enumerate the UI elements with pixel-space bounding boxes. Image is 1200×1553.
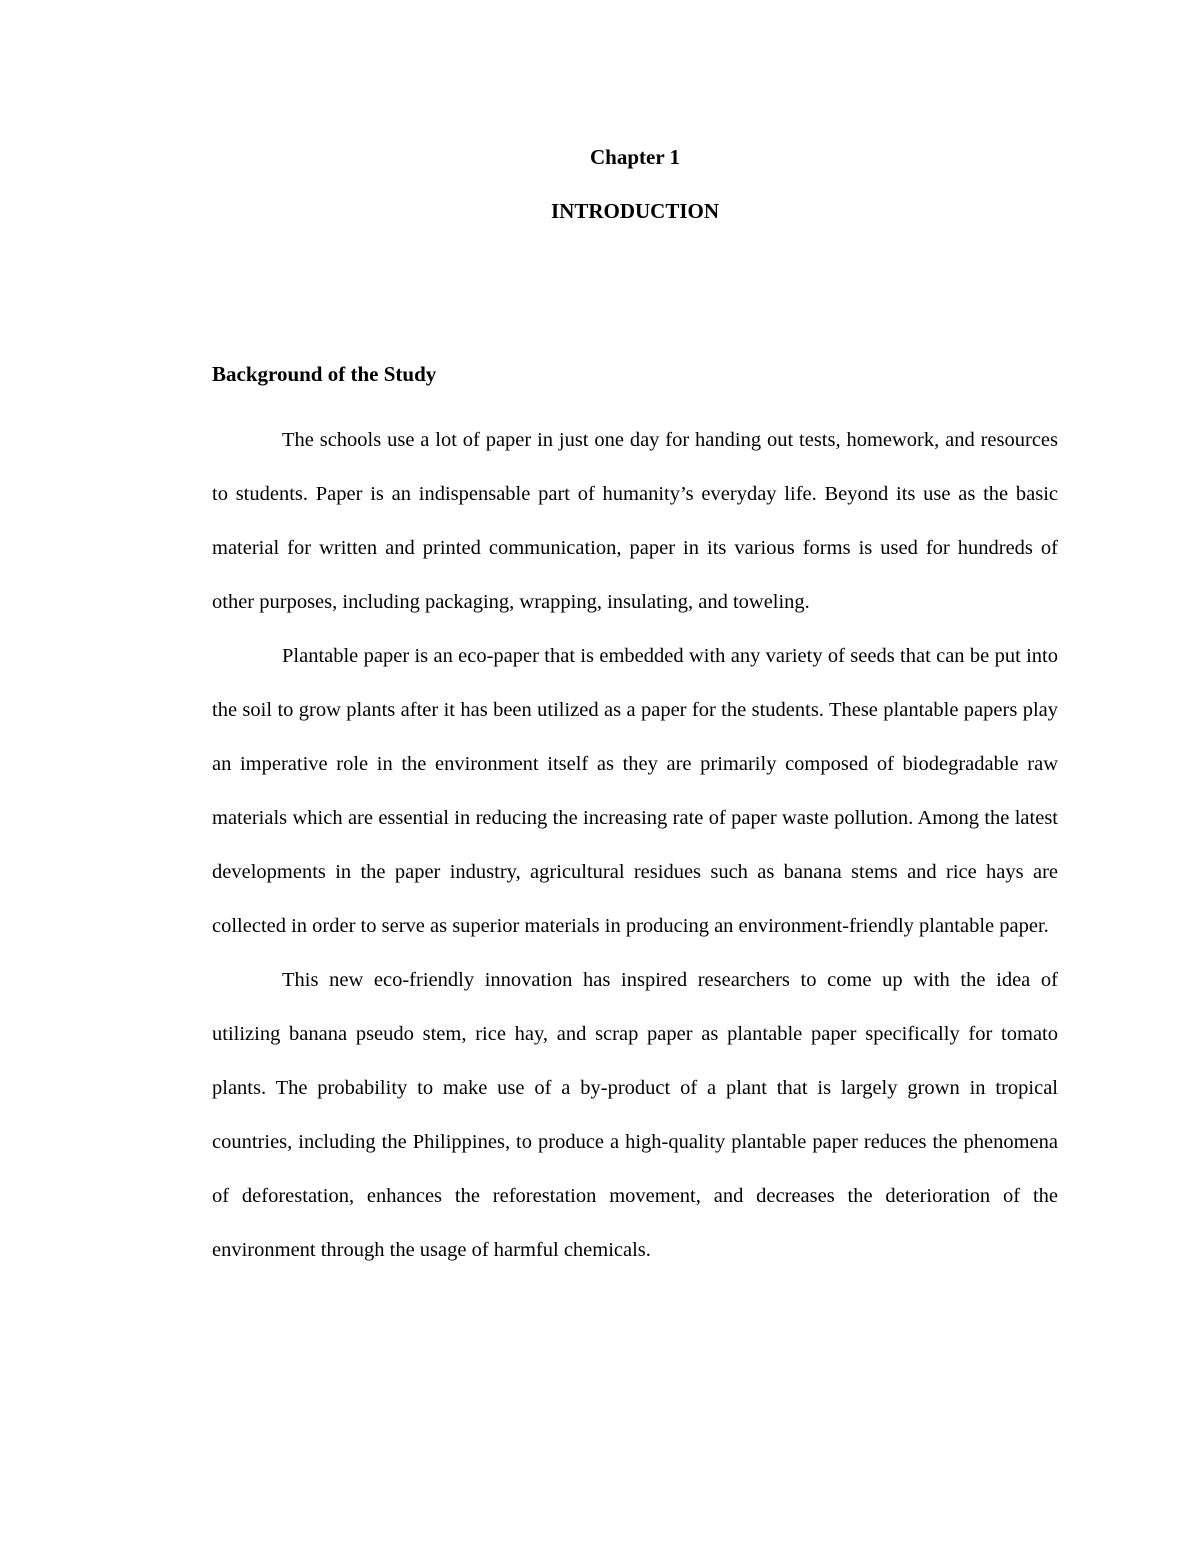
section-heading: Background of the Study — [212, 362, 437, 386]
chapter-number: Chapter 1 — [589, 145, 681, 169]
paragraph-3: This new eco-friendly innovation has inspired researchers to come up with the idea of utilizing banana pseudo stem, rice hay, and scrap paper as plantable paper specifically for tomato plants. The probability to make use of a by-product of a plant that is largely grown in tropical countries, including the Philippines, to produce a high-quality plantable paper reduces the phenomena of deforestation, enhances the reforestation movement, and decreases the deterioration of the environment through the usage of harmful chemicals. — [212, 969, 1058, 1261]
chapter-title: INTRODUCTION — [550, 199, 720, 223]
body-text — [212, 413, 1058, 1277]
paragraph-2: Plantable paper is an eco-paper that is embedded with any variety of seeds that can be put into the soil to grow plants after it has been utilized as a paper for the students. These plantable papers play an imperative role in the environment itself as they are primarily composed of biodegradable raw materials which are essential in reducing the increasing rate of paper waste pollution. Among the latest developments in the paper industry, agricultural residues such as banana stems and rice hays are collected in order to serve as superior materials in producing an environment-friendly plantable paper. — [212, 645, 1058, 937]
paragraph-1: The schools use a lot of paper in just one day for handing out tests, homework, and resources to students. Paper is an indispensable part of humanity’s everyday life. Beyond its use as the basic material for written and printed communication, paper in its various forms is used for hundreds of other purposes, including packaging, wrapping, insulating, and toweling. — [212, 429, 1058, 613]
